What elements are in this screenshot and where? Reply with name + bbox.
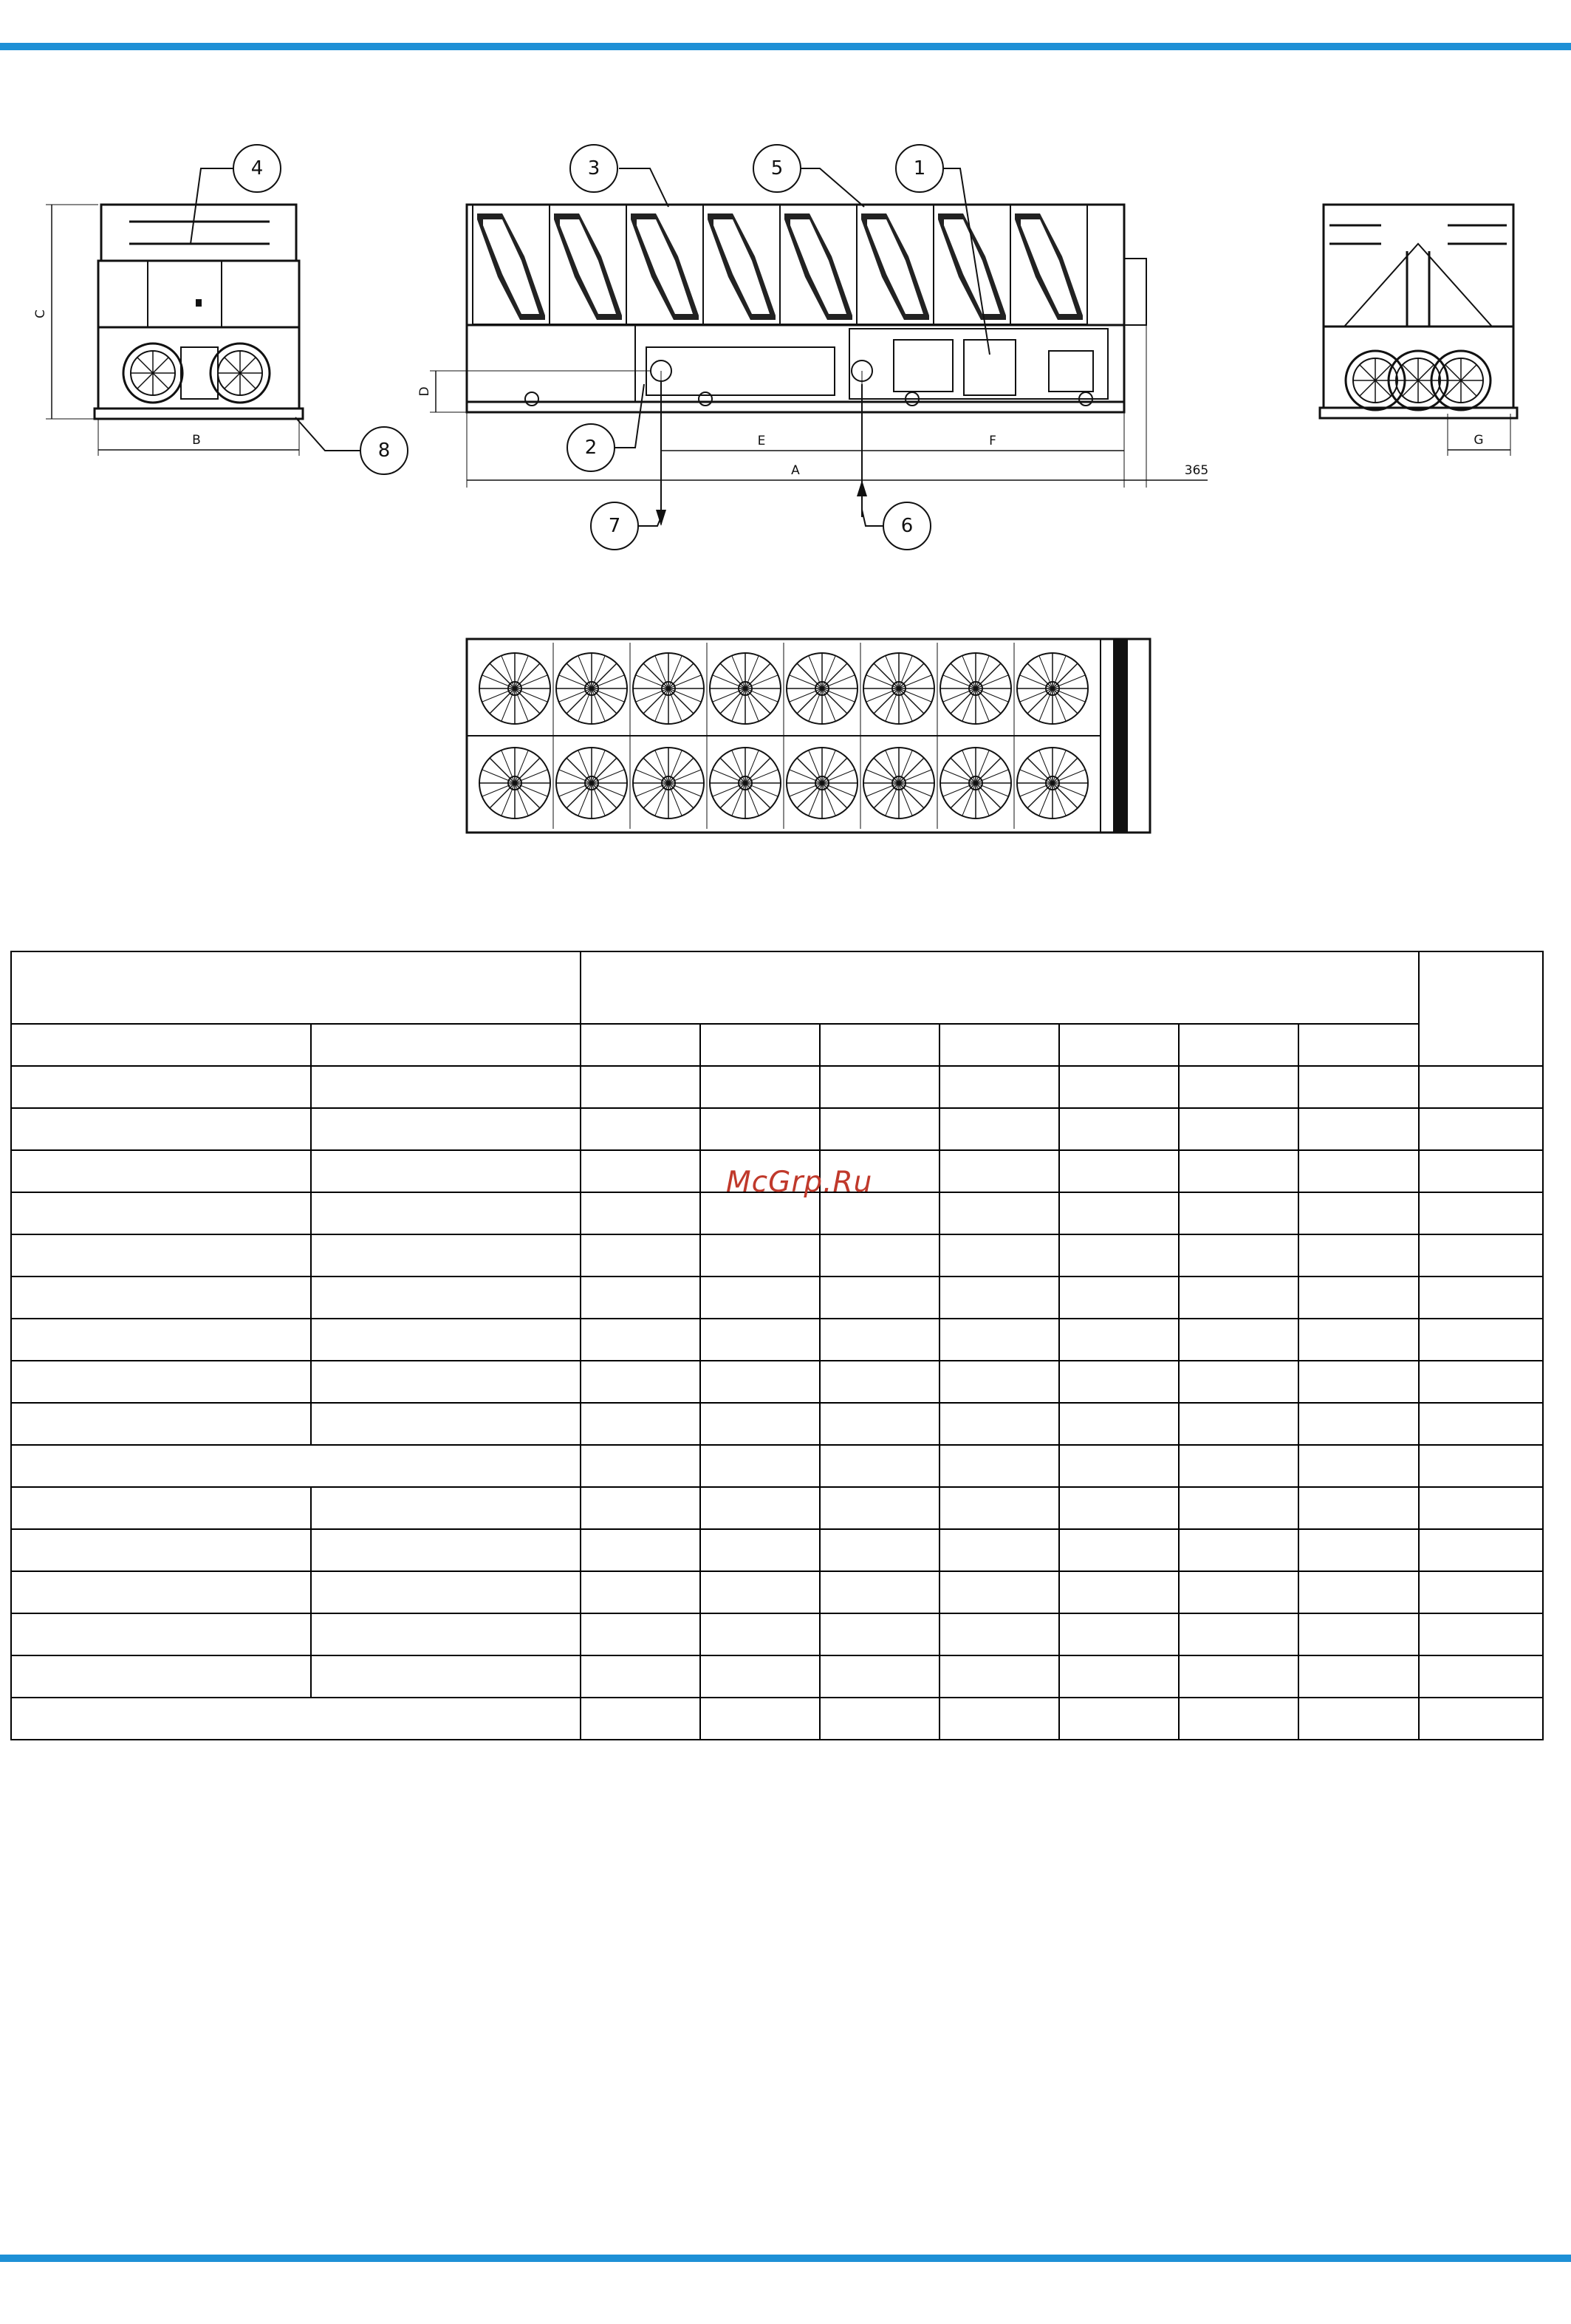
table-cell xyxy=(939,1529,1059,1571)
table-cell xyxy=(1298,1403,1419,1445)
table-cell xyxy=(581,1024,700,1066)
table-cell xyxy=(1298,1529,1419,1571)
table-cell xyxy=(311,1571,581,1613)
table-cell xyxy=(1059,1108,1179,1150)
table-cell xyxy=(700,1529,820,1571)
table-cell xyxy=(581,1319,700,1361)
callout-8 xyxy=(360,427,408,474)
table-cell xyxy=(1179,1192,1298,1234)
table-cell xyxy=(11,1192,311,1234)
bottom-rule xyxy=(0,2255,1571,2262)
dim-label-d: D xyxy=(417,386,432,397)
table-cell xyxy=(311,1108,581,1150)
table-cell xyxy=(939,1024,1059,1066)
callout-1-label: 1 xyxy=(913,157,926,180)
table-cell xyxy=(1179,1024,1298,1066)
side-view-left xyxy=(33,205,303,456)
table-cell xyxy=(1179,1613,1298,1655)
callout-7 xyxy=(591,502,638,550)
table-cell xyxy=(581,1108,700,1150)
callout-8-label: 8 xyxy=(377,440,391,462)
table-cell xyxy=(311,1234,581,1277)
table-cell xyxy=(311,1277,581,1319)
table-row xyxy=(11,1613,1543,1655)
table-cell xyxy=(700,1613,820,1655)
table-cell xyxy=(1059,1150,1179,1192)
table-cell xyxy=(581,1150,700,1192)
table-cell xyxy=(11,1234,311,1277)
table-cell xyxy=(820,1234,939,1277)
table-cell xyxy=(939,1277,1059,1319)
table-row xyxy=(11,1403,1543,1445)
table-cell xyxy=(1419,1613,1543,1655)
table-cell xyxy=(1298,1571,1419,1613)
table-cell xyxy=(1419,1234,1543,1277)
table-cell xyxy=(311,1613,581,1655)
callout-4 xyxy=(233,145,281,192)
table-cell xyxy=(1419,1655,1543,1698)
table-cell xyxy=(11,1066,311,1108)
table-cell xyxy=(581,1487,700,1529)
table-cell xyxy=(820,1698,939,1740)
table-cell xyxy=(1059,1445,1179,1487)
table-cell xyxy=(1179,1234,1298,1277)
callout-4-label: 4 xyxy=(250,157,264,180)
table-cell xyxy=(1059,1655,1179,1698)
table-cell xyxy=(1059,1698,1179,1740)
table-cell xyxy=(581,1277,700,1319)
table-row xyxy=(11,1108,1543,1150)
callout-6 xyxy=(883,502,931,550)
table-row xyxy=(11,1529,1543,1571)
table-cell xyxy=(1298,1698,1419,1740)
table-cell xyxy=(1059,1319,1179,1361)
table-cell xyxy=(1298,1066,1419,1108)
table-cell xyxy=(1298,1192,1419,1234)
table-cell xyxy=(11,1150,311,1192)
table-cell xyxy=(581,1066,700,1108)
table-cell xyxy=(939,1150,1059,1192)
callout-7-label: 7 xyxy=(608,515,621,537)
table-cell xyxy=(11,1613,311,1655)
table-cell xyxy=(820,1403,939,1445)
table-cell xyxy=(311,1066,581,1108)
table-cell xyxy=(311,1403,581,1445)
table-cell xyxy=(581,1403,700,1445)
table-cell xyxy=(700,1403,820,1445)
table-cell xyxy=(1419,1403,1543,1445)
table-cell xyxy=(700,1698,820,1740)
table-cell xyxy=(820,1361,939,1403)
table-cell xyxy=(1298,1487,1419,1529)
table-cell xyxy=(700,1277,820,1319)
callout-2 xyxy=(567,424,615,471)
table-cell xyxy=(11,1024,311,1066)
table-cell xyxy=(939,1192,1059,1234)
table-cell xyxy=(581,1234,700,1277)
table-cell xyxy=(581,1613,700,1655)
table-cell xyxy=(1059,1487,1179,1529)
table-cell xyxy=(11,1108,311,1150)
table-subheader-row xyxy=(11,1024,1543,1066)
table-cell xyxy=(1179,1655,1298,1698)
table-cell xyxy=(11,1571,311,1613)
table-cell xyxy=(1059,1361,1179,1403)
table-cell xyxy=(311,1150,581,1192)
table-cell xyxy=(1419,1150,1543,1192)
table-cell xyxy=(1419,1192,1543,1234)
table-cell xyxy=(820,1277,939,1319)
table-cell xyxy=(820,1445,939,1487)
table-cell xyxy=(1059,1024,1179,1066)
table-cell xyxy=(1419,1698,1543,1740)
table-cell xyxy=(820,1319,939,1361)
table-cell xyxy=(1419,1361,1543,1403)
table-cell xyxy=(1419,1445,1543,1487)
table-cell xyxy=(939,1571,1059,1613)
table-cell xyxy=(11,1445,581,1487)
table-cell xyxy=(1419,1108,1543,1150)
table-row xyxy=(11,1066,1543,1108)
table-cell xyxy=(311,1361,581,1403)
callout-3-label: 3 xyxy=(587,157,600,180)
table-cell xyxy=(1298,1024,1419,1066)
table-cell xyxy=(11,1319,311,1361)
spec-table xyxy=(10,951,1544,1740)
table-cell xyxy=(820,1655,939,1698)
table-cell xyxy=(311,1192,581,1234)
table-footer-row xyxy=(11,1698,1543,1740)
table-cell xyxy=(939,1487,1059,1529)
table-cell xyxy=(700,1487,820,1529)
table-cell xyxy=(1059,1192,1179,1234)
table-cell xyxy=(581,1655,700,1698)
table-cell xyxy=(820,1066,939,1108)
table-cell xyxy=(1419,1571,1543,1613)
table-cell xyxy=(11,1698,581,1740)
table-cell xyxy=(11,1277,311,1319)
table-cell xyxy=(11,1361,311,1403)
callout-5-label: 5 xyxy=(770,157,784,180)
table-cell xyxy=(311,1487,581,1529)
table-row xyxy=(11,1277,1543,1319)
table-cell xyxy=(1059,1066,1179,1108)
table-cell xyxy=(581,1192,700,1234)
table-cell xyxy=(11,1403,311,1445)
table-cell xyxy=(1059,1613,1179,1655)
table-cell xyxy=(1298,1361,1419,1403)
table-cell xyxy=(581,1361,700,1403)
watermark: McGrp.Ru xyxy=(726,1166,873,1199)
side-view-right xyxy=(1320,205,1517,456)
table-cell xyxy=(581,1529,700,1571)
dim-label-b: B xyxy=(192,433,201,448)
table-cell xyxy=(1179,1571,1298,1613)
table-cell xyxy=(581,1445,700,1487)
table-cell xyxy=(1179,1445,1298,1487)
table-cell xyxy=(700,1445,820,1487)
table-cell xyxy=(939,1361,1059,1403)
dim-label-c: C xyxy=(33,310,48,318)
table-cell xyxy=(1419,1277,1543,1319)
table-cell xyxy=(939,1108,1059,1150)
table-cell xyxy=(1059,1529,1179,1571)
table-cell xyxy=(1298,1613,1419,1655)
dim-label-e: E xyxy=(757,434,766,448)
table-cell xyxy=(1298,1655,1419,1698)
dim-label-g: G xyxy=(1474,433,1484,448)
callout-5 xyxy=(753,145,801,192)
table-section-row xyxy=(11,1445,1543,1487)
table-cell xyxy=(1419,1319,1543,1361)
table-cell xyxy=(1298,1234,1419,1277)
table-cell xyxy=(1298,1445,1419,1487)
table-cell xyxy=(1179,1319,1298,1361)
table-cell xyxy=(1298,1277,1419,1319)
table-cell xyxy=(1179,1487,1298,1529)
table-cell xyxy=(939,1234,1059,1277)
table-row xyxy=(11,1361,1543,1403)
table-cell xyxy=(700,1066,820,1108)
table-cell xyxy=(820,1024,939,1066)
table-cell xyxy=(939,1613,1059,1655)
table-cell xyxy=(939,1655,1059,1698)
table-cell xyxy=(1179,1698,1298,1740)
table-cell xyxy=(820,1571,939,1613)
callout-6-label: 6 xyxy=(900,515,914,537)
callout-2-label: 2 xyxy=(584,437,598,459)
callout-1 xyxy=(896,145,943,192)
table-cell xyxy=(939,1445,1059,1487)
table-cell xyxy=(939,1698,1059,1740)
table-cell xyxy=(939,1066,1059,1108)
table-cell xyxy=(1179,1108,1298,1150)
table-header-cell xyxy=(1419,951,1543,1066)
table-cell xyxy=(1059,1234,1179,1277)
table-cell xyxy=(700,1024,820,1066)
table-cell xyxy=(11,1529,311,1571)
top-view xyxy=(467,639,1150,833)
table-cell xyxy=(1059,1403,1179,1445)
table-cell xyxy=(581,1571,700,1613)
table-cell xyxy=(1059,1277,1179,1319)
table-cell xyxy=(1419,1487,1543,1529)
table-cell xyxy=(700,1361,820,1403)
dim-label-offset: 365 xyxy=(1184,463,1209,478)
table-cell xyxy=(11,1487,311,1529)
table-cell xyxy=(1179,1277,1298,1319)
table-row xyxy=(11,1655,1543,1698)
table-cell xyxy=(311,1319,581,1361)
callout-3 xyxy=(570,145,617,192)
dim-label-a: A xyxy=(791,463,800,478)
table-row xyxy=(11,1234,1543,1277)
table-cell xyxy=(939,1403,1059,1445)
table-cell xyxy=(820,1613,939,1655)
table-cell xyxy=(1179,1403,1298,1445)
table-cell xyxy=(311,1655,581,1698)
table-header-cell xyxy=(581,951,1419,1024)
table-row xyxy=(11,1319,1543,1361)
table-cell xyxy=(1179,1066,1298,1108)
table-cell xyxy=(1298,1108,1419,1150)
table-cell xyxy=(820,1108,939,1150)
table-cell xyxy=(581,1698,700,1740)
table-row xyxy=(11,1487,1543,1529)
table-cell xyxy=(820,1529,939,1571)
front-view xyxy=(417,205,1208,526)
table-cell xyxy=(1179,1150,1298,1192)
table-header-row xyxy=(11,951,1543,1024)
table-cell xyxy=(700,1571,820,1613)
dim-label-f: F xyxy=(989,434,996,448)
table-cell xyxy=(1179,1529,1298,1571)
table-header-cell xyxy=(11,951,581,1024)
table-cell xyxy=(1419,1066,1543,1108)
table-cell xyxy=(1059,1571,1179,1613)
table-cell xyxy=(700,1108,820,1150)
table-cell xyxy=(820,1487,939,1529)
table-cell xyxy=(1179,1361,1298,1403)
table-cell xyxy=(311,1529,581,1571)
table-cell xyxy=(1419,1529,1543,1571)
table-cell xyxy=(939,1319,1059,1361)
technical-drawing xyxy=(0,0,1571,872)
table-cell xyxy=(11,1655,311,1698)
table-cell xyxy=(311,1024,581,1066)
table-cell xyxy=(700,1319,820,1361)
table-cell xyxy=(700,1234,820,1277)
table-row xyxy=(11,1571,1543,1613)
table-cell xyxy=(1298,1150,1419,1192)
table-cell xyxy=(700,1655,820,1698)
table-cell xyxy=(1298,1319,1419,1361)
